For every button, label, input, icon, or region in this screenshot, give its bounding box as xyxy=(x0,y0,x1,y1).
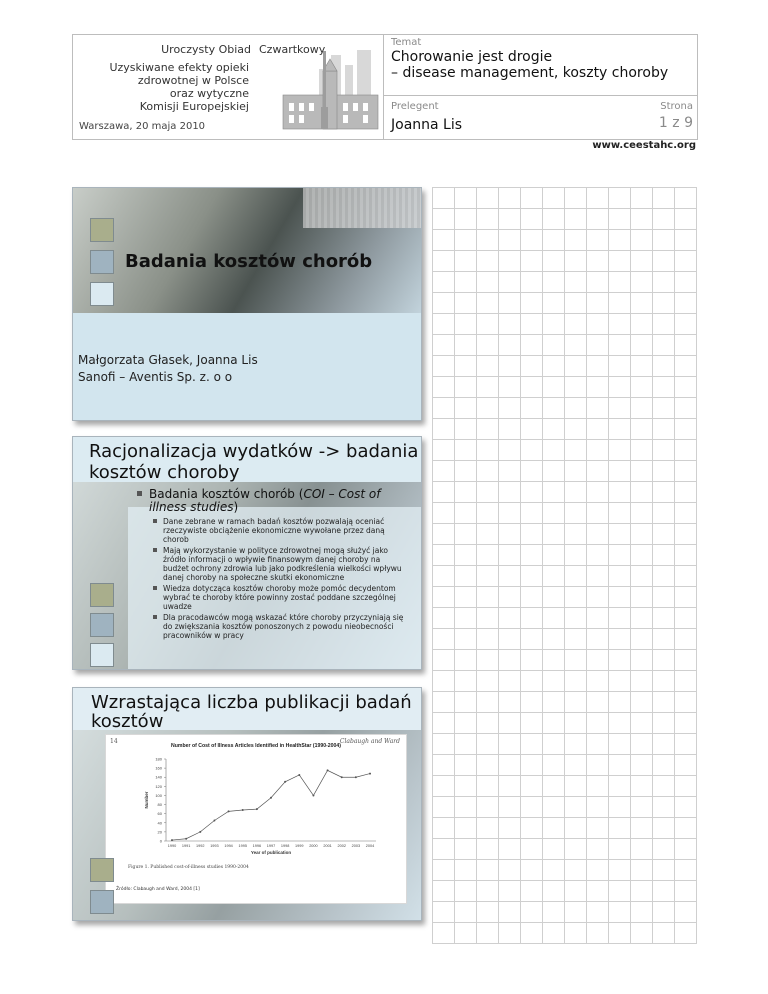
event-name: Uroczysty Obiad xyxy=(161,43,251,56)
data-point xyxy=(228,810,230,812)
figure-source: Źródło: Clabaugh and Ward, 2004 [1] xyxy=(116,887,200,892)
notes-grid xyxy=(432,187,697,944)
y-tick-label: 60 xyxy=(157,811,162,817)
slide-2-title-1: Racjonalizacja wydatków -> badania xyxy=(89,441,419,462)
slide-1-authors: Małgorzata Głasek, Joanna Lis xyxy=(78,353,258,367)
data-point xyxy=(185,838,187,840)
y-tick-label: 20 xyxy=(157,829,162,835)
data-point xyxy=(284,781,286,783)
x-tick-label: 1996 xyxy=(252,844,262,848)
main-bullet-italic-2: illness studies xyxy=(149,500,234,514)
slide-2-title-2: kosztów choroby xyxy=(89,462,240,483)
sub-bullet-line: budżet ochrony zdrowia lub jako podkreślenia wielkości wpływu xyxy=(163,564,402,573)
data-point xyxy=(341,776,343,778)
x-tick-label: 1998 xyxy=(280,844,290,848)
sub-bullet-line: danej choroby na społeczne skutki ekonomiczne xyxy=(163,573,345,582)
chart-title: Number of Cost of Illness Articles Identified in HealthStar (1990-2004) xyxy=(171,743,342,749)
sub-bullet xyxy=(153,517,415,544)
header-box xyxy=(72,34,698,140)
temat-label: Temat xyxy=(391,37,422,48)
sub-bullet-line: chorob xyxy=(163,535,189,544)
website-link[interactable]: www.ceestahc.org xyxy=(592,140,696,151)
y-tick-label: 160 xyxy=(155,765,162,771)
topic-line-1: Uzyskiwane efekty opieki xyxy=(109,61,249,74)
topic-line-3: oraz wytyczne xyxy=(169,87,249,100)
main-bullet-italic-1: COI – Cost of xyxy=(303,487,381,501)
sub-bullet-line: źródło informacji o wpływie finansowym danej choroby na xyxy=(163,555,381,564)
deco-square-3 xyxy=(90,643,114,667)
sub-bullet-marker xyxy=(153,548,157,552)
strona-label: Strona xyxy=(660,101,693,112)
slide-3-title-1: Wzrastająca liczba publikacji badań xyxy=(91,692,412,713)
x-tick-label: 1999 xyxy=(295,844,304,848)
deco-square-1 xyxy=(90,858,114,882)
sub-bullet-line: wybrać te choroby które powinny zostać poddane szczególnej xyxy=(163,593,396,602)
sub-bullet-marker xyxy=(153,615,157,619)
figure-running-head: Clabaugh and Ward xyxy=(339,738,400,745)
y-axis-label: Number xyxy=(144,791,149,809)
temat-line-2: – disease management, koszty choroby xyxy=(391,65,669,81)
x-tick-label: 2000 xyxy=(309,844,318,848)
slide-3 xyxy=(72,687,422,921)
header-divider xyxy=(384,95,697,96)
prelegent-name: Joanna Lis xyxy=(391,117,463,133)
deco-square-2 xyxy=(90,250,114,274)
bullet-marker xyxy=(137,491,142,496)
main-bullet-text: Badania kosztów chorób ( xyxy=(149,487,304,501)
x-tick-label: 1991 xyxy=(181,844,191,848)
deco-square-1 xyxy=(90,218,114,242)
series-line xyxy=(172,770,370,840)
prelegent-label: Prelegent xyxy=(391,101,439,112)
y-tick-label: 100 xyxy=(155,792,162,798)
sub-bullet-line: Dane zebrane w ramach badań kosztów pozwalają oceniać xyxy=(163,517,385,526)
data-point xyxy=(213,820,215,822)
sub-bullet-line: Mają wykorzystanie w polityce zdrowotnej mogą służyć jako xyxy=(163,546,388,555)
x-tick-label: 1993 xyxy=(210,844,219,848)
deco-square-3 xyxy=(90,282,114,306)
chart-figure xyxy=(105,734,407,904)
sub-bullet-line: Wiedza dotycząca kosztów choroby może pomóc decydentom xyxy=(163,584,396,593)
deco-square-2 xyxy=(90,613,114,637)
x-tick-label: 2001 xyxy=(323,844,332,848)
x-tick-label: 2002 xyxy=(337,844,346,848)
figure-caption: Figure 1. Published cost-of-illness studies 1990-2004 xyxy=(128,865,249,870)
x-tick-label: 1995 xyxy=(238,844,247,848)
data-point xyxy=(171,839,173,841)
x-tick-label: 2004 xyxy=(365,844,375,848)
sub-bullet-line: uwadze xyxy=(163,602,192,611)
slide-2-main-bullet xyxy=(137,487,417,501)
data-point xyxy=(369,773,371,775)
data-point xyxy=(256,808,258,810)
slide-1-company: Sanofi – Aventis Sp. z. o o xyxy=(78,370,233,384)
sub-bullet xyxy=(153,546,415,582)
sub-bullet-marker xyxy=(153,519,157,523)
x-tick-label: 1990 xyxy=(167,844,177,848)
deco-square-1 xyxy=(90,583,114,607)
data-point xyxy=(298,774,300,776)
y-tick-label: 140 xyxy=(155,774,162,780)
header-event-panel xyxy=(73,35,384,139)
y-tick-label: 120 xyxy=(155,783,162,789)
event-date: Warszawa, 20 maja 2010 xyxy=(79,121,206,132)
sub-bullet-line: do zwiększania kosztów ponoszonych z powodu nieobecności xyxy=(163,622,394,631)
sub-bullet-line: Dla pracodawców mogą wskazać które choroby przyczyniają się xyxy=(163,613,404,622)
slide-2-subbullets xyxy=(153,517,415,642)
x-tick-label: 1997 xyxy=(266,844,276,848)
x-tick-label: 1992 xyxy=(196,844,205,848)
x-tick-label: 1994 xyxy=(224,844,233,848)
slide-1 xyxy=(72,187,422,421)
data-point xyxy=(270,797,272,799)
deco-square-2 xyxy=(90,890,114,914)
sub-bullet-marker xyxy=(153,586,157,590)
sub-bullet-line: rzeczywiste obciążenie ekonomiczne wywołane przez daną xyxy=(163,526,385,535)
sub-bullet-line: pracowników w pracy xyxy=(163,631,244,640)
topic-line-4: Komisji Europejskiej xyxy=(139,100,249,113)
sub-bullet xyxy=(153,584,415,611)
data-point xyxy=(199,831,201,833)
slide-2 xyxy=(72,436,422,670)
main-bullet-close: ) xyxy=(233,500,239,514)
x-tick-label: 2003 xyxy=(351,844,361,848)
data-point xyxy=(242,809,244,811)
data-point xyxy=(327,769,329,771)
x-axis-label: Year of publication xyxy=(250,850,292,855)
binary-pattern xyxy=(303,188,421,228)
y-tick-label: 80 xyxy=(157,802,162,808)
topic-line-2: zdrowotnej w Polsce xyxy=(137,74,249,87)
data-point xyxy=(355,776,357,778)
temat-line-1: Chorowanie jest drogie xyxy=(391,49,553,65)
slide-3-title-2: kosztów xyxy=(91,711,164,732)
slide-2-main-bullet-cont xyxy=(149,500,238,514)
page-counter: 1 z 9 xyxy=(658,115,693,131)
cost-of-illness-chart xyxy=(106,735,406,903)
figure-page-number: 14 xyxy=(110,738,118,745)
sub-bullet xyxy=(153,613,415,640)
y-tick-label: 40 xyxy=(157,820,162,826)
y-tick-label: 180 xyxy=(155,756,162,762)
event-day: Czwartkowy xyxy=(259,43,326,56)
data-point xyxy=(312,794,314,796)
y-tick-label: 0 xyxy=(159,838,162,844)
slide-1-title: Badania kosztów chorób xyxy=(125,251,373,272)
